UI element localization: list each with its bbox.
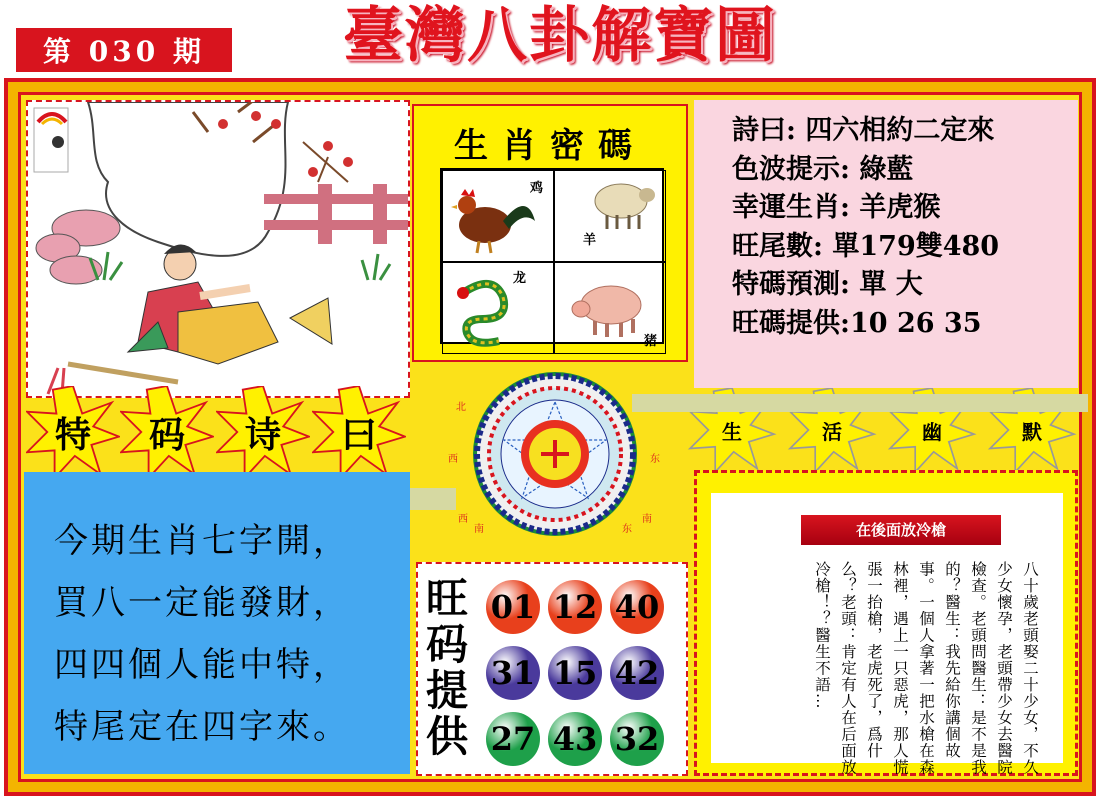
zodiac-grid <box>440 168 664 349</box>
zodiac-label: 鸡 <box>529 181 543 196</box>
wheel-label: 北 <box>456 402 466 413</box>
wheel-label: 东 <box>622 524 632 535</box>
poem-line: 買八一定能發財， <box>54 583 350 623</box>
story-panel <box>694 470 1078 776</box>
dragon-icon <box>443 263 553 349</box>
star-badge <box>216 386 310 478</box>
poem-line: 今期生肖七字開， <box>54 521 350 561</box>
info-line-tail-numbers: 旺尾數: 單179雙480 <box>732 230 1000 262</box>
info-line-lucky-zodiac: 幸運生肖: 羊虎猴 <box>732 192 941 223</box>
info-line-color: 色波提示: 綠藍 <box>732 153 914 185</box>
number-ball: 42 <box>610 646 664 700</box>
number-ball: 27 <box>486 712 540 766</box>
number-ball: 43 <box>548 712 602 766</box>
star-badge <box>26 386 120 478</box>
star-char: 生 <box>722 419 742 444</box>
story-title: 在後面放冷槍 <box>801 515 1001 545</box>
zodiac-cell-pig <box>554 262 666 354</box>
banner-bar-right <box>632 394 1088 412</box>
star-char: 诗 <box>244 413 281 456</box>
info-line-poem: 詩曰: 四六相約二定來 <box>732 115 995 146</box>
info-line-prediction: 特碼預測: 單 大 <box>732 269 923 300</box>
zodiac-cell-sheep <box>554 170 666 262</box>
star-badge <box>120 386 214 478</box>
info-panel <box>694 100 1078 388</box>
zodiac-label: 猪 <box>643 334 657 349</box>
wheel-label: 西 <box>448 454 458 465</box>
star-char: 曰 <box>340 413 377 456</box>
illustration-image <box>28 102 410 398</box>
info-line-hot-numbers: 旺碼提供:10 26 35 <box>732 307 982 339</box>
star-char: 幽 <box>922 419 942 444</box>
wheel-label: 东 <box>650 454 660 465</box>
hot-numbers-label: 旺码提供 <box>426 574 469 761</box>
star-char: 活 <box>822 419 842 444</box>
wheel-label: 南 <box>642 514 652 525</box>
number-ball: 15 <box>548 646 602 700</box>
star-char: 特 <box>54 413 91 456</box>
zodiac-code-panel <box>412 104 688 362</box>
zodiac-label: 羊 <box>583 233 597 248</box>
star-char: 默 <box>1022 419 1042 444</box>
wheel-label: 南 <box>474 524 484 535</box>
number-ball: 40 <box>610 580 664 634</box>
wheel-label: 西 <box>458 514 468 525</box>
story-content <box>711 493 1063 776</box>
poem-panel <box>24 472 410 774</box>
number-ball: 12 <box>548 580 602 634</box>
poem-line: 特尾定在四字來。 <box>54 707 350 747</box>
illustration-panel <box>26 100 410 398</box>
poem-line: 四四個人能中特， <box>54 645 350 685</box>
number-ball: 32 <box>610 712 664 766</box>
star-char: 码 <box>148 413 185 456</box>
sheep-icon <box>555 171 665 257</box>
page-title: 臺灣八卦解寶圖 <box>343 1 777 71</box>
hot-numbers-panel <box>416 562 688 776</box>
story-text: 八十歲老頭娶二十少女，不久少女懷孕，老頭帶少女去醫院檢查。老頭問醫生：是不是我的？醫生：我先給你講個故事。一個人拿著一把水槍在森林裡，遇上一只惡虎，那人慌張一抬槍，老虎死了，爲什么？老頭：肯定有人在后面放冷槍！？醫生不語… <box>813 561 1039 776</box>
issue-number: 第 030 期 <box>16 28 232 72</box>
zodiac-cell-rooster <box>442 170 554 262</box>
star-badge <box>312 386 406 478</box>
zodiac-cell-dragon <box>442 262 554 354</box>
number-ball: 31 <box>486 646 540 700</box>
number-ball: 01 <box>486 580 540 634</box>
zodiac-title: 生肖密碼 <box>454 126 646 166</box>
zodiac-label: 龙 <box>513 271 527 286</box>
